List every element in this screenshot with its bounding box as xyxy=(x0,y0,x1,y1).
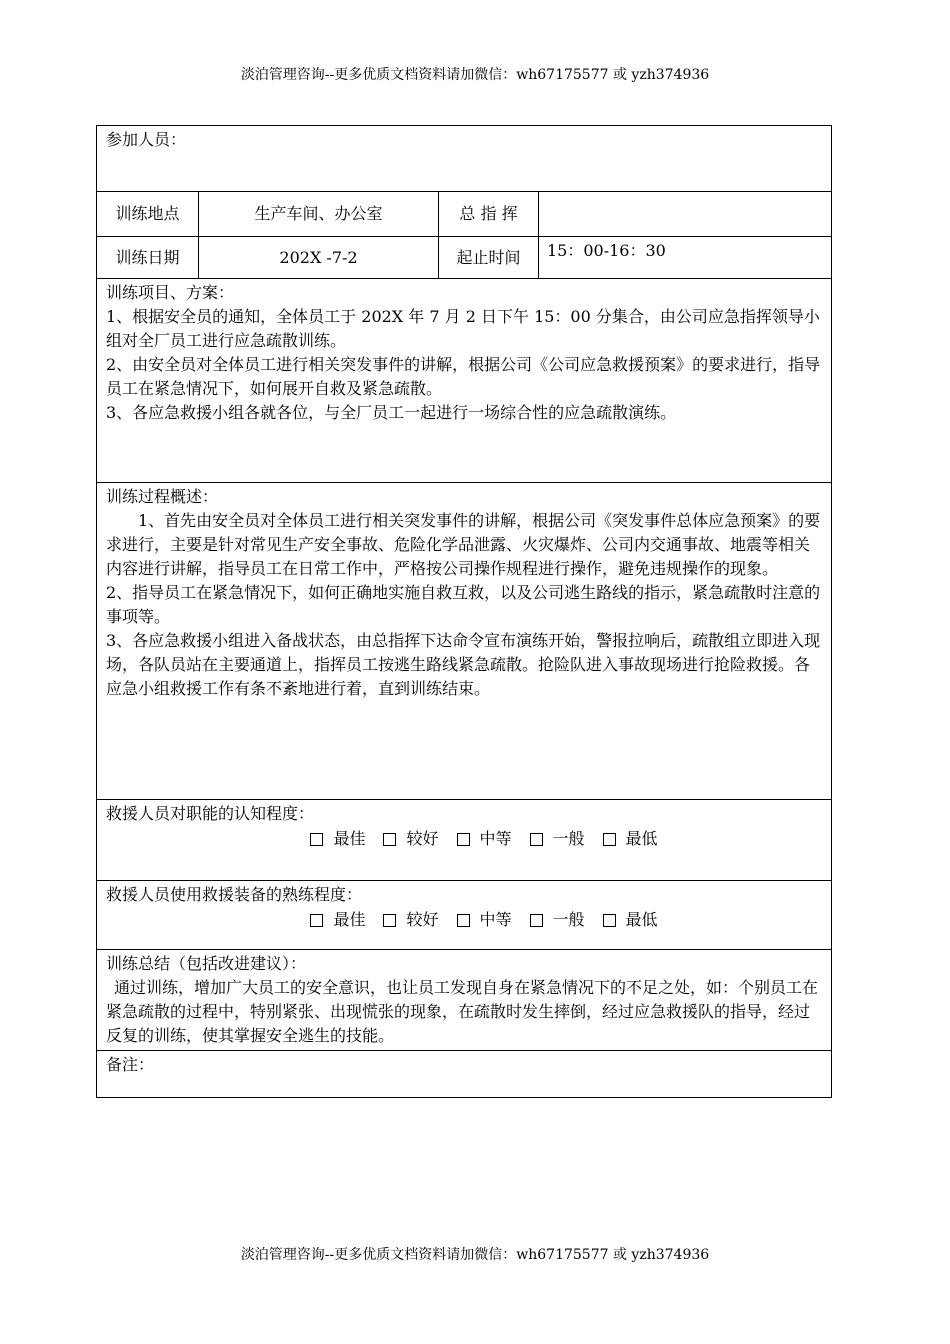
plan-item: 1、根据安全员的通知，全体员工于 202X 年 7 月 2 日下午 15：00 分集合，由公司应急指挥领导小组对全厂员工进行应急疏散训练。 xyxy=(106,307,820,350)
process-title: 训练过程概述： xyxy=(106,487,219,506)
checkbox-icon[interactable] xyxy=(310,833,323,846)
checkbox-icon[interactable] xyxy=(530,914,543,927)
awareness-option[interactable]: 一般 xyxy=(530,827,585,851)
awareness-option[interactable]: 最低 xyxy=(603,827,658,851)
process-item: 2、指导员工在紧急情况下，如何正确地实施自救互救，以及公司逃生路线的指示，紧急疏散时注意的事项等。 xyxy=(106,583,821,626)
proficiency-option[interactable]: 较好 xyxy=(383,908,438,932)
checkbox-icon[interactable] xyxy=(457,833,470,846)
awareness-title: 救援人员对职能的认知程度： xyxy=(106,804,315,823)
plan-title: 训练项目、方案： xyxy=(106,283,235,302)
commander-value xyxy=(539,192,832,237)
awareness-option[interactable]: 中等 xyxy=(457,827,512,851)
remarks-label: 备注： xyxy=(106,1055,155,1074)
proficiency-title: 救援人员使用救援装备的熟练程度： xyxy=(106,885,363,904)
proficiency-option[interactable]: 一般 xyxy=(530,908,585,932)
process-section xyxy=(97,483,832,800)
checkbox-icon[interactable] xyxy=(603,914,616,927)
drill-record-table xyxy=(96,125,832,1098)
plan-section xyxy=(97,279,832,483)
awareness-option[interactable]: 较好 xyxy=(383,827,438,851)
process-item: 3、各应急救援小组进入备战状态，由总指挥下达命令宣布演练开始，警报拉响后，疏散组立即进入现场，各队员站在主要通道上，指挥员工按逃生路线紧急疏散。抢险队进入事故现场进行抢险救援。各应急小组救援工作有条不紊地进行着，直到训练结束。 xyxy=(106,631,821,698)
awareness-option[interactable]: 最佳 xyxy=(310,827,365,851)
time-label: 起止时间 xyxy=(439,237,539,279)
location-label: 训练地点 xyxy=(97,192,199,237)
proficiency-section xyxy=(97,881,832,950)
checkbox-icon[interactable] xyxy=(530,833,543,846)
checkbox-icon[interactable] xyxy=(383,833,396,846)
checkbox-icon[interactable] xyxy=(310,914,323,927)
date-value: 202X -7-2 xyxy=(199,237,439,279)
awareness-section xyxy=(97,800,832,881)
remarks-cell xyxy=(97,1051,832,1098)
proficiency-option[interactable]: 最佳 xyxy=(310,908,365,932)
checkbox-icon[interactable] xyxy=(603,833,616,846)
checkbox-icon[interactable] xyxy=(457,914,470,927)
plan-item: 2、由安全员对全体员工进行相关突发事件的讲解，根据公司《公司应急救援预案》的要求进行，指导员工在紧急情况下，如何展开自救及紧急疏散。 xyxy=(106,355,821,398)
process-item: 1、首先由安全员对全体员工进行相关突发事件的讲解，根据公司《突发事件总体应急预案》的要求进行，主要是针对常见生产安全事故、危险化学品泄露、火灾爆炸、公司内交通事故、地震等相关内容进行讲解，指导员工在日常工作中，严格按公司操作规程进行操作，避免违规操作的现象。 xyxy=(106,511,821,578)
summary-text: 通过训练，增加广大员工的安全意识，也让员工发现自身在紧急情况下的不足之处，如：个别员工在紧急疏散的过程中，特别紧张、出现慌张的现象，在疏散时发生摔倒，经过应急救援队的指导，经过反复的训练，使其掌握安全逃生的技能。 xyxy=(106,978,819,1045)
checkbox-icon[interactable] xyxy=(383,914,396,927)
location-value: 生产车间、办公室 xyxy=(199,192,439,237)
summary-section xyxy=(97,950,832,1051)
page-footer: 淡泊管理咨询--更多优质文档资料请加微信：wh67175577 或 yzh374936 xyxy=(240,1247,710,1263)
time-value: 15：00-16：30 xyxy=(547,241,666,260)
commander-label: 总 指 挥 xyxy=(439,192,539,237)
summary-title: 训练总结（包括改进建议）： xyxy=(106,954,307,973)
date-label: 训练日期 xyxy=(97,237,199,279)
participants-label: 参加人员： xyxy=(106,130,187,149)
proficiency-option[interactable]: 最低 xyxy=(603,908,658,932)
proficiency-option[interactable]: 中等 xyxy=(457,908,512,932)
plan-item: 3、各应急救援小组各就各位，与全厂员工一起进行一场综合性的应急疏散演练。 xyxy=(106,403,677,422)
page-header: 淡泊管理咨询--更多优质文档资料请加微信：wh67175577 或 yzh374936 xyxy=(240,67,710,83)
time-value-cell xyxy=(539,237,832,279)
participants-cell xyxy=(97,126,832,192)
